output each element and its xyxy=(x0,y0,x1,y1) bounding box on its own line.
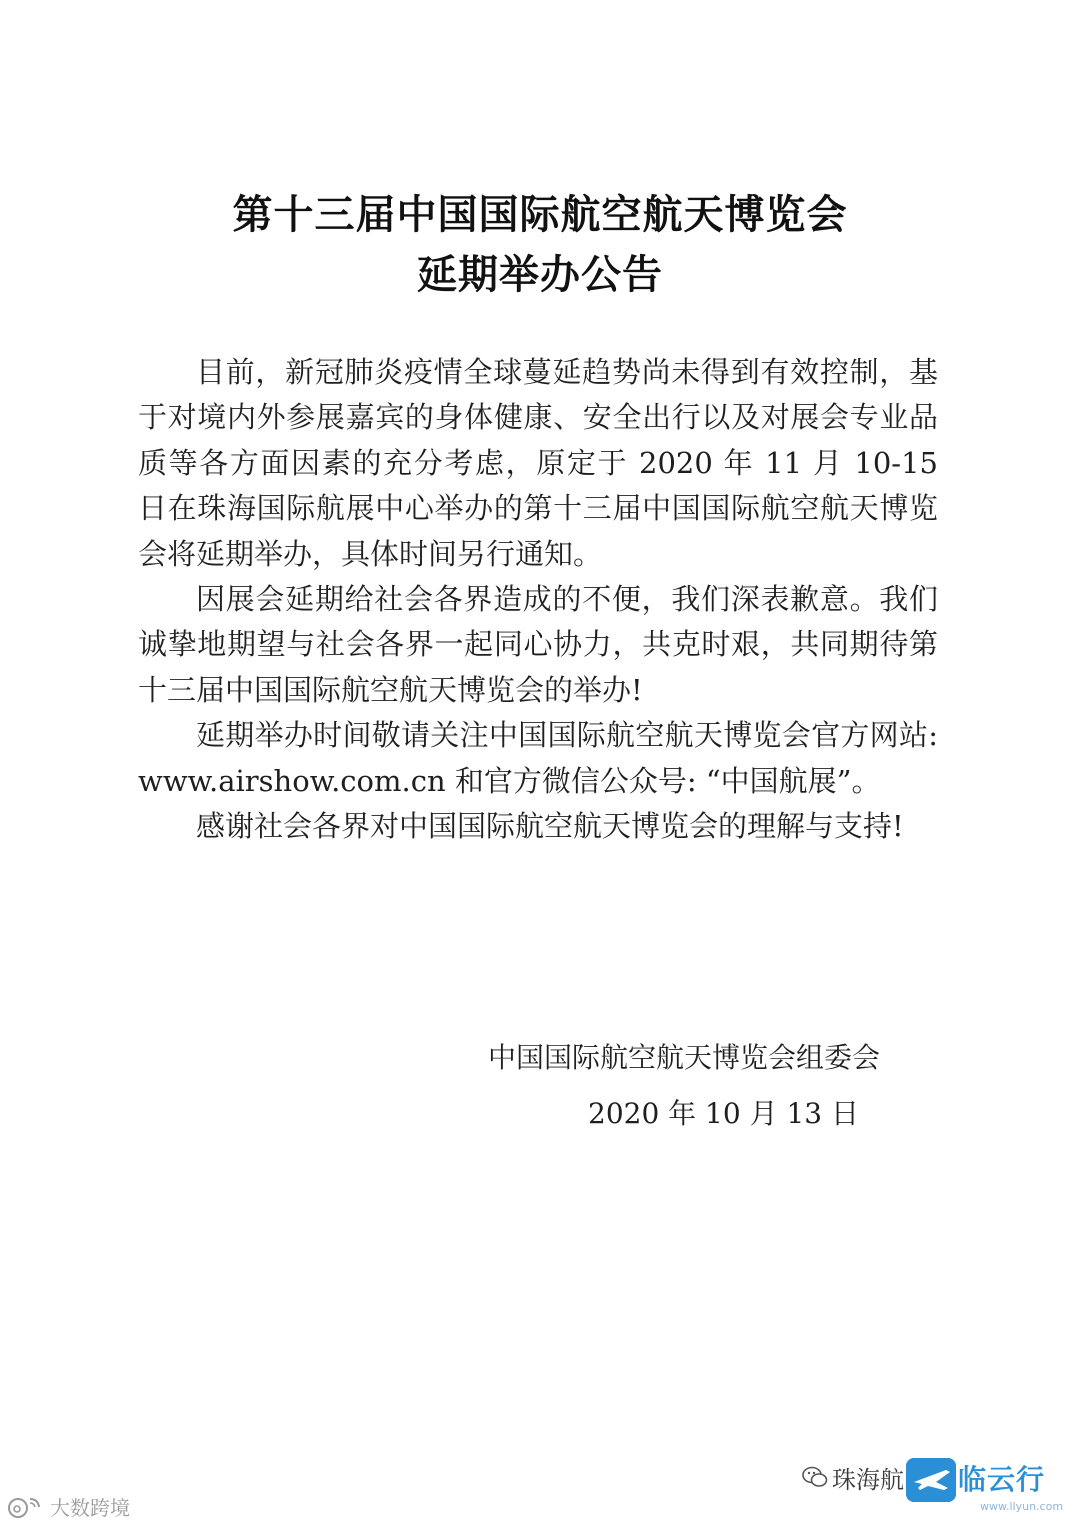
body-paragraph-3: 延期举办时间敬请关注中国国际航空航天博览会官方网站: www.airshow.com.cn 和官方微信公众号: “中国航展”。 xyxy=(138,718,938,798)
body-paragraph-1: 目前，新冠肺炎疫情全球蔓延趋势尚未得到有效控制，基于对境内外参展嘉宾的身体健康、安全出行以及对展会专业品质等各方面因素的充分考虑，原定于 2020 年 11 月 10-15 日在珠海国际航展中心举办的第十三届中国国际航空航天博览会将延期举办，具体时间另行通知。 xyxy=(138,355,938,571)
watermark-account-name: 珠海航 xyxy=(832,1466,904,1494)
wechat-icon xyxy=(802,1466,828,1488)
watermark-logo-url: www.llyun.com xyxy=(980,1500,1064,1513)
watermark-left xyxy=(6,1492,130,1521)
signature-date: 2020 年 10 月 13 日 xyxy=(588,1097,860,1130)
airplane-logo-icon xyxy=(906,1458,956,1502)
weibo-icon xyxy=(6,1495,46,1519)
body-paragraph-4: 感谢社会各界对中国国际航空航天博览会的理解与支持! xyxy=(196,809,904,844)
announcement-body xyxy=(138,350,938,849)
watermark-logo-text: 临云行 xyxy=(958,1463,1046,1496)
body-paragraph-2: 因展会延期给社会各界造成的不便，我们深表歉意。我们诚挚地期望与社会各界一起同心协力，共克时艰，共同期待第十三届中国国际航空航天博览会的举办! xyxy=(138,582,938,707)
title-line-1: 第十三届中国国际航空航天博览会 xyxy=(232,191,848,238)
announcement-title xyxy=(0,185,1080,305)
watermark-right xyxy=(790,1452,1076,1524)
title-line-2: 延期举办公告 xyxy=(417,251,663,298)
watermark-left-text: 大数跨境 xyxy=(50,1496,130,1520)
signature-organization: 中国国际航空航天博览会组委会 xyxy=(488,1041,881,1074)
signature-block xyxy=(488,1030,928,1142)
